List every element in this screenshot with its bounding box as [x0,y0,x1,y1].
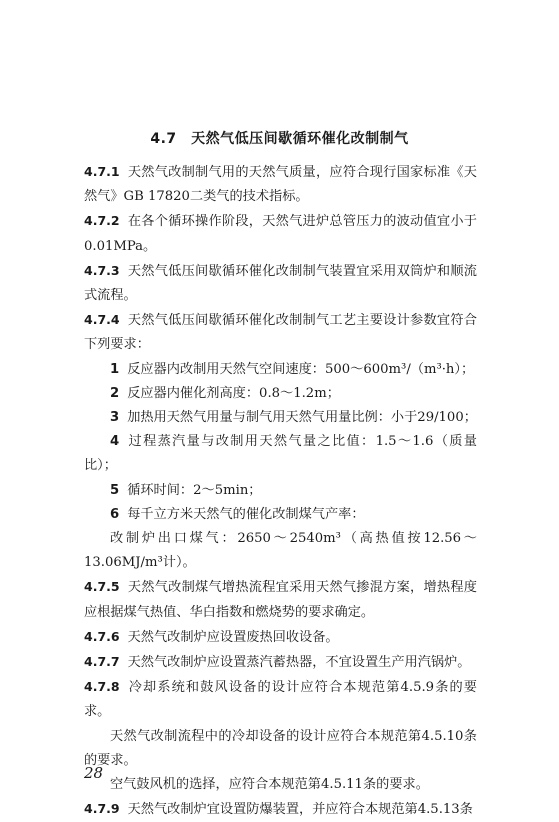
clause-number: 4.7.8 [84,679,120,695]
clause-4-7-5 [84,575,477,624]
list-item-6 [84,503,477,527]
item-text: 反应器内改制用天然气空间速度：500～600m³/（m³·h）； [127,361,475,377]
list-item-3 [84,406,477,430]
list-item-1 [84,358,477,382]
clause-number: 4.7.1 [84,164,120,179]
clause-number: 4.7.6 [84,628,120,644]
clause-4-7-3 [84,259,477,308]
clause-4-7-7 [84,650,477,675]
clause-text: 天然气低压间歇循环催化改制制气工艺主要设计参数宜符合下列要求： [84,313,477,353]
section-body [84,160,477,822]
item-text: 反应器内催化剂高度：0.8～1.2m； [127,385,340,401]
clause-number: 4.7.9 [84,801,120,817]
clause-text: 冷却系统和鼓风设备的设计应符合本规范第4.5.9条的要求。 [84,680,477,720]
clause-text: 天然气改制煤气增热流程宜采用天然气掺混方案，增热程度应根据煤气热值、华白指数和燃烧势的要求确定。 [84,580,477,620]
section-heading: 4.7 天然气低压间歇循环催化改制制气 [150,131,409,147]
clause-4-7-8-para-3: 空气鼓风机的选择，应符合本规范第4.5.11条的要求。 [110,777,429,793]
clause-text: 天然气改制炉应设置蒸汽蓄热器，不宜设置生产用汽锅炉。 [127,655,471,671]
item-text: 过程蒸汽量与改制用天然气量之比值：1.5～1.6（质量比）； [84,434,477,474]
clause-number: 4.7.4 [84,312,120,328]
clause-4-7-1 [84,160,477,209]
clause-4-7-9 [84,797,477,822]
item-number: 5 [110,482,120,498]
item-number: 6 [110,506,120,522]
item-text: 循环时间：2～5min； [127,482,262,498]
clause-4-7-8 [84,675,477,724]
clause-text: 天然气改制炉宜设置防爆装置，并应符合本规范第4.5.13条 [127,802,473,818]
item-number: 4 [110,434,120,450]
clause-text: 天然气改制制气用的天然气质量，应符合现行国家标准《天然气》GB 17820二类气的技术指标。 [84,165,477,205]
page-number: 28 [84,764,104,782]
item-6-detail: 改制炉出口煤气：2650～2540m³（高热值按12.56～13.06MJ/m³计）。 [84,531,477,571]
clause-4-7-2 [84,209,477,258]
item-number: 1 [110,361,120,377]
clause-text: 天然气改制炉应设置废热回收设备。 [127,629,339,645]
clause-number: 4.7.7 [84,654,120,670]
clause-number: 4.7.5 [84,579,120,595]
list-item-4 [84,430,477,478]
item-text: 每千立方米天然气的催化改制煤气产率： [127,506,365,522]
item-number: 3 [110,410,120,426]
clause-4-7-6 [84,625,477,650]
clause-number: 4.7.3 [84,262,120,278]
list-item-5 [84,479,477,503]
clause-text: 天然气低压间歇循环催化改制制气装置宜采用双筒炉和顺流式流程。 [84,263,477,304]
item-number: 2 [110,385,120,401]
clause-text: 在各个循环操作阶段，天然气进炉总管压力的波动值宜小于0.01MPa。 [84,214,477,254]
item-text: 加热用天然气用量与制气用天然气用量比例：小于29/100； [127,410,477,426]
clause-number: 4.7.2 [84,213,120,229]
list-item-2 [84,382,477,406]
clause-4-7-4 [84,308,477,357]
clause-4-7-8-para-2: 天然气改制流程中的冷却设备的设计应符合本规范第4.5.10条的要求。 [84,728,477,768]
